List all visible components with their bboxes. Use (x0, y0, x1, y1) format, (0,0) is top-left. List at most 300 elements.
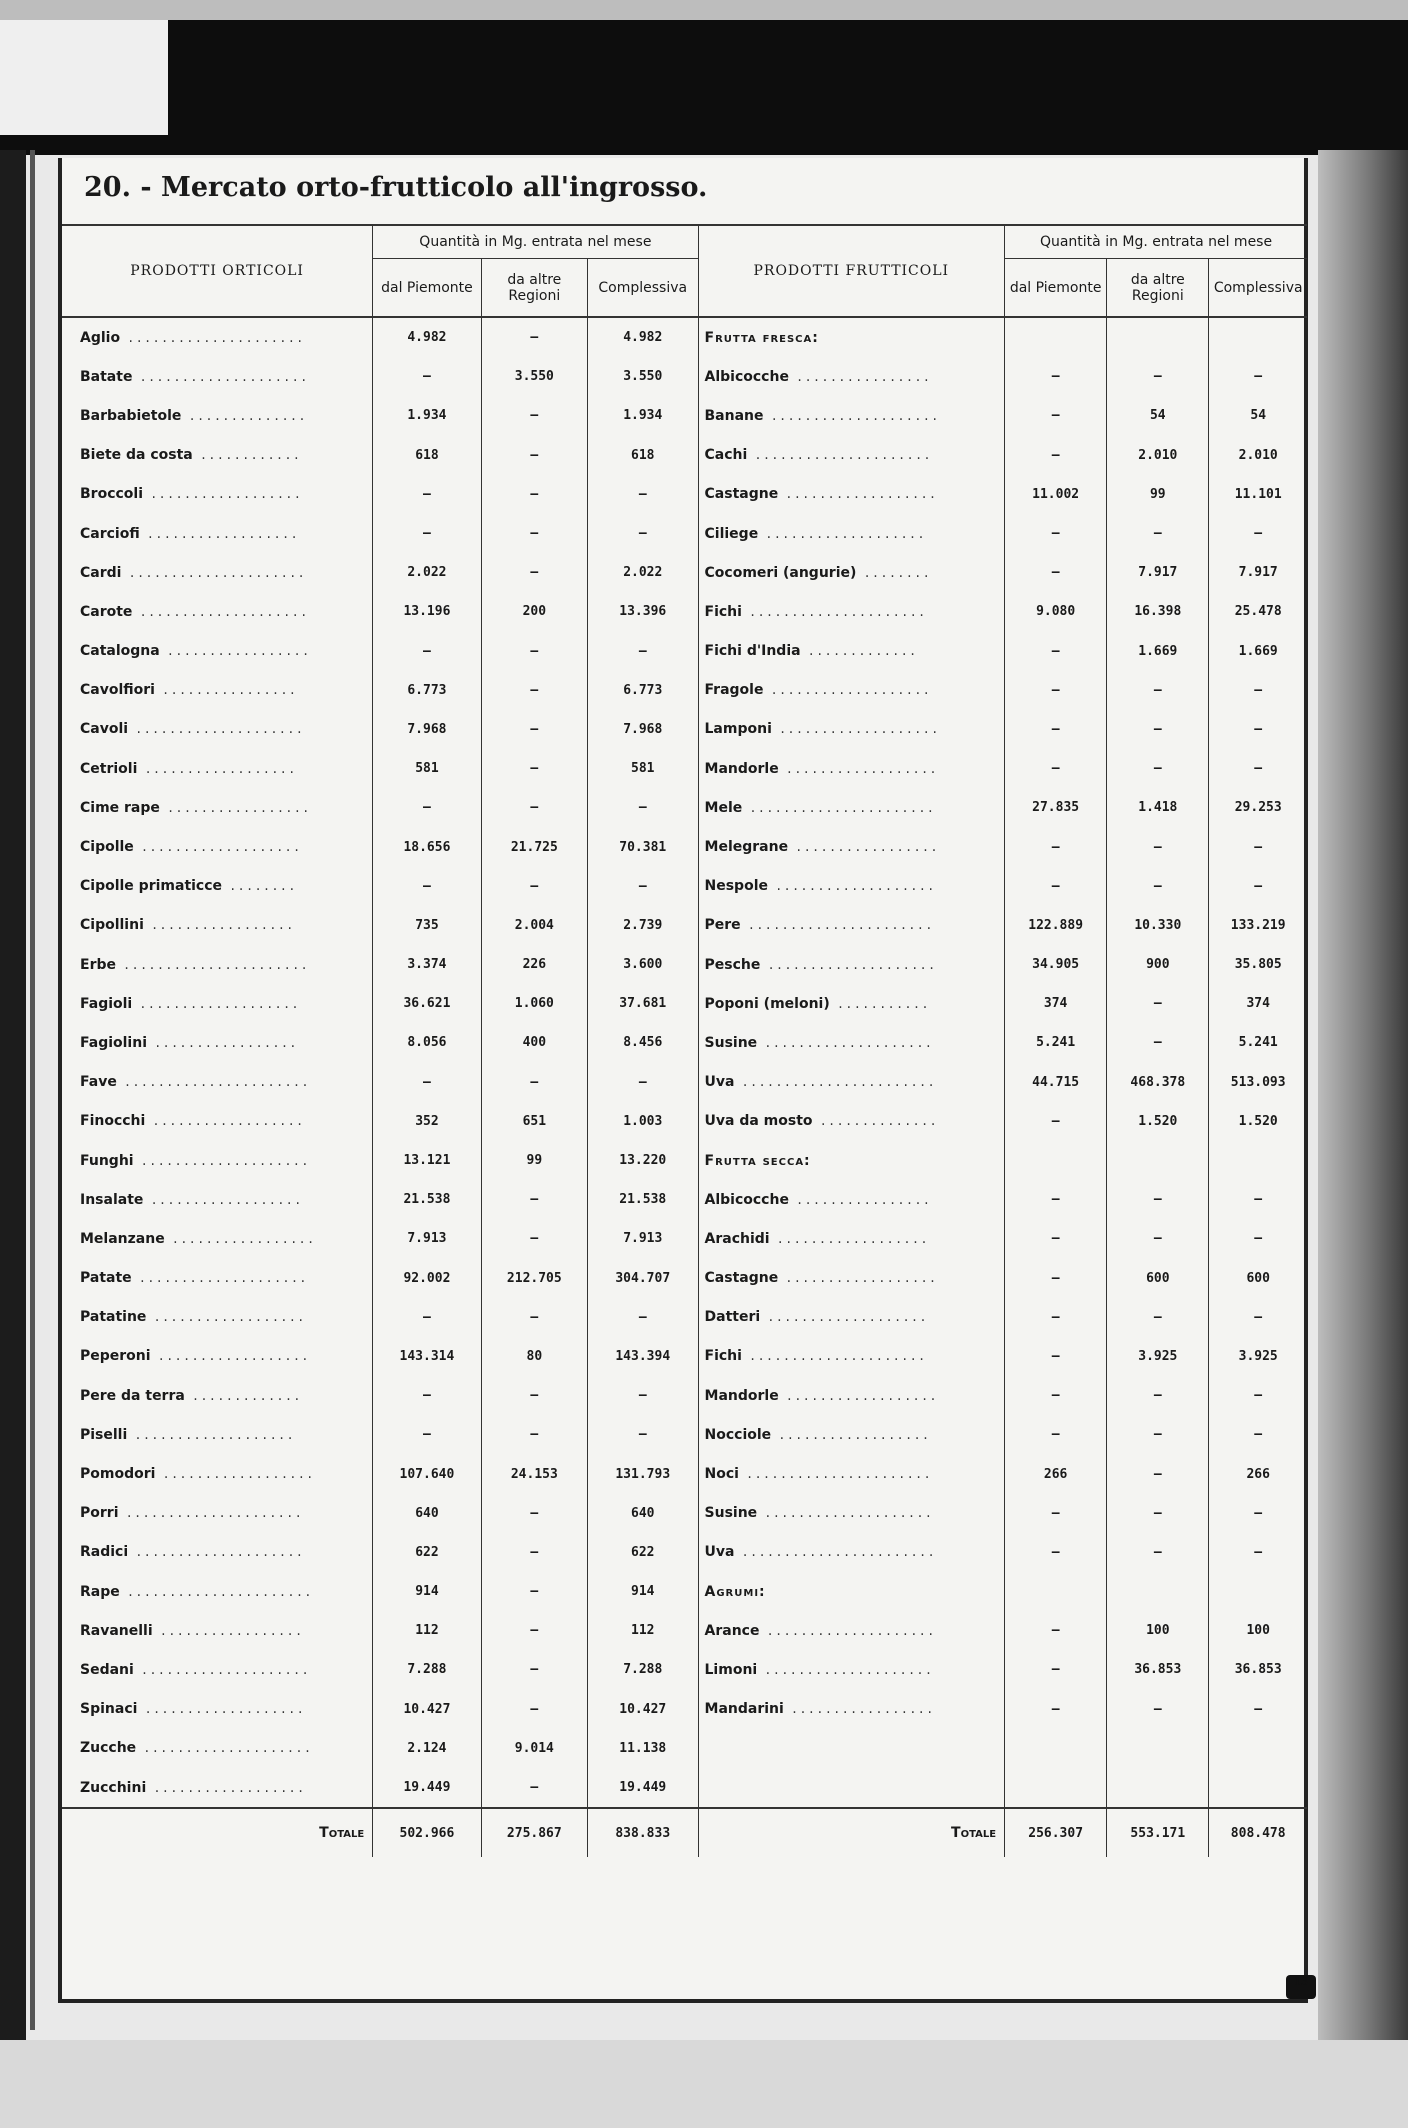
fruit-complessiva-text: 100 (1246, 1623, 1270, 1639)
fruit-piemonte (1005, 749, 1107, 788)
vegetable-name-text: Cavolfiori (80, 682, 155, 699)
fruit-altre (1107, 1298, 1209, 1337)
vegetable-complessiva (588, 514, 699, 553)
fruit-altre (1107, 632, 1209, 671)
leader-dots: ........ (222, 878, 299, 895)
vegetable-altre-text: — (530, 565, 539, 581)
vegetable-altre (481, 1063, 587, 1102)
leader-dots: .................. (778, 1387, 940, 1404)
fruit-altre (1107, 827, 1209, 866)
vegetable-piemonte (373, 1415, 481, 1454)
leader-dots: .................... (757, 1661, 935, 1678)
fruit-piemonte-text: 27.835 (1032, 800, 1080, 816)
fruit-altre (1107, 1494, 1209, 1533)
fruit-complessiva (1209, 553, 1307, 592)
leader-dots: ........... (829, 995, 932, 1012)
fruit-complessiva-text: 25.478 (1234, 604, 1282, 620)
fruit-piemonte-text: 266 (1043, 1466, 1068, 1482)
fruit-complessiva-text: — (1254, 1192, 1263, 1208)
leader-dots: ................ (154, 682, 299, 699)
vegetable-name (62, 1768, 373, 1808)
vegetable-altre (481, 436, 587, 475)
fruit-name-text: Castagne (704, 1270, 779, 1287)
fruit-altre-text: — (1153, 369, 1162, 385)
fruit-altre (1107, 357, 1209, 396)
vegetable-altre (481, 827, 587, 866)
fruit-piemonte-text: — (1051, 1309, 1060, 1325)
fruit-name-text: Uva (704, 1074, 735, 1091)
fruit-name (698, 1259, 1005, 1298)
fruit-complessiva (1209, 1259, 1307, 1298)
fruit-name (698, 1611, 1005, 1650)
vegetable-name-text: Rape (80, 1583, 120, 1600)
vegetable-altre-text: — (530, 486, 539, 502)
fruit-altre (1107, 1611, 1209, 1650)
fruit-complessiva (1209, 945, 1307, 984)
fruit-complessiva (1209, 1337, 1307, 1376)
vegetable-complessiva-text: 914 (631, 1584, 655, 1600)
vegetable-name (62, 1023, 373, 1062)
vegetable-piemonte-text: — (423, 1309, 431, 1325)
vegetable-name-text: Patate (80, 1270, 132, 1287)
fruit-complessiva-text: — (1254, 1701, 1263, 1717)
fruit-piemonte (1005, 396, 1107, 435)
vegetable-complessiva (588, 788, 699, 827)
fruit-name-text: Albicocche (704, 1191, 789, 1208)
fruit-complessiva-text: 3.925 (1238, 1348, 1278, 1364)
fruit-piemonte-text: — (1051, 1113, 1060, 1129)
fruit-complessiva (1209, 1454, 1307, 1493)
vegetable-complessiva (588, 1729, 699, 1768)
vegetable-complessiva (588, 1690, 699, 1729)
scan-bottom-band (0, 2040, 1408, 2128)
fruit-name (698, 945, 1005, 984)
vegetable-piemonte (373, 632, 481, 671)
table-row (62, 1023, 1307, 1062)
vegetable-complessiva (588, 475, 699, 514)
fruit-name (698, 867, 1005, 906)
vegetable-name-text: Patatine (80, 1309, 147, 1326)
fruit-piemonte (1005, 1494, 1107, 1533)
vegetable-altre-text: 99 (526, 1153, 543, 1169)
page-title: 20. - Mercato orto-frutticolo all'ingrosso. (84, 172, 708, 203)
vegetable-complessiva-text: 640 (631, 1505, 655, 1521)
fruit-altre-text: — (1153, 682, 1162, 698)
vegetable-name-text: Cavoli (80, 721, 129, 738)
fruit-name-text: Datteri (704, 1309, 761, 1326)
fruit-complessiva-text: 11.101 (1234, 486, 1282, 502)
vegetable-complessiva (588, 867, 699, 906)
scan-left-edge (0, 150, 26, 2040)
fruit-altre (1107, 984, 1209, 1023)
vegetable-name (62, 436, 373, 475)
fruit-altre (1107, 1337, 1209, 1376)
vegetable-altre-text: — (530, 330, 539, 346)
vegetable-altre (481, 1572, 587, 1611)
fruit-name-text: Limoni (704, 1661, 758, 1678)
vegetable-piemonte-text: 4.982 (407, 330, 447, 346)
vegetable-piemonte (373, 475, 481, 514)
fruit-altre-text: — (1153, 839, 1162, 855)
fruit-altre (1107, 1063, 1209, 1102)
leader-dots: ..................... (747, 447, 934, 464)
vegetable-piemonte-text: 13.121 (403, 1153, 451, 1169)
vegetable-name-text: Fagioli (80, 995, 133, 1012)
leader-dots: ............. (184, 1387, 304, 1404)
fruit-altre-text: — (1153, 996, 1162, 1012)
vegetable-complessiva-text: 112 (631, 1623, 655, 1639)
fruit-piemonte (1005, 1219, 1107, 1258)
fruit-complessiva-text: — (1254, 1231, 1263, 1247)
vegetable-altre-text: — (530, 1780, 539, 1796)
vegetable-name-text: Biete da costa (80, 447, 193, 464)
fruit-altre-text: — (1153, 1309, 1162, 1325)
vegetable-complessiva (588, 1611, 699, 1650)
vegetable-complessiva (588, 1768, 699, 1808)
table-row (62, 1415, 1307, 1454)
fruit-name-text: Arachidi (704, 1230, 770, 1247)
fruit-name (698, 357, 1005, 396)
vegetable-piemonte-text: 1.934 (407, 408, 447, 424)
vegetable-complessiva-text: 13.220 (619, 1153, 667, 1169)
vegetable-altre-text: — (530, 721, 539, 737)
vegetable-name (62, 357, 373, 396)
vegetable-piemonte-text: — (423, 1388, 431, 1404)
fruit-name (698, 632, 1005, 671)
fruit-complessiva-text: 374 (1246, 996, 1270, 1012)
vegetable-complessiva-text: 10.427 (619, 1701, 667, 1717)
fruit-complessiva (1209, 592, 1307, 631)
table-row (62, 1454, 1307, 1493)
vegetable-piemonte (373, 1376, 481, 1415)
fruit-complessiva-text: 513.093 (1230, 1074, 1286, 1090)
market-table (62, 224, 1307, 1857)
vegetable-piemonte-text: — (423, 800, 431, 816)
header-altre-right: da altre Regioni (1107, 259, 1209, 318)
fruit-piemonte (1005, 1729, 1107, 1768)
fruit-piemonte (1005, 1259, 1107, 1298)
vegetable-complessiva-text: 11.138 (619, 1740, 667, 1756)
vegetable-altre-text: — (530, 1544, 539, 1560)
vegetable-name-text: Erbe (80, 956, 116, 973)
vegetable-piemonte-text: 735 (415, 917, 439, 933)
vegetable-altre (481, 788, 587, 827)
fruit-piemonte (1005, 867, 1107, 906)
vegetable-altre (481, 1690, 587, 1729)
vegetable-altre (481, 475, 587, 514)
vegetable-piemonte (373, 749, 481, 788)
vegetable-piemonte-text: 622 (415, 1544, 439, 1560)
vegetable-complessiva (588, 749, 699, 788)
leader-dots: ....................... (734, 1544, 938, 1561)
vegetable-complessiva-text: 2.739 (623, 917, 663, 933)
fruit-piemonte (1005, 1337, 1107, 1376)
fruit-name (698, 671, 1005, 710)
scan-black-border (0, 20, 1408, 155)
vegetable-piemonte (373, 1023, 481, 1062)
vegetable-name (62, 906, 373, 945)
fruit-piemonte-text: 44.715 (1032, 1074, 1080, 1090)
vegetable-altre (481, 1337, 587, 1376)
vegetable-piemonte (373, 436, 481, 475)
vegetable-complessiva (588, 1219, 699, 1258)
vegetable-altre-text: 200 (522, 604, 547, 620)
vegetable-piemonte-text: 92.002 (403, 1270, 451, 1286)
fruit-piemonte (1005, 1063, 1107, 1102)
fruit-altre (1107, 475, 1209, 514)
vegetable-piemonte-text: 107.640 (399, 1466, 455, 1482)
vegetable-complessiva-text: 618 (631, 447, 655, 463)
fruit-piemonte-text: 34.905 (1032, 957, 1080, 973)
fruit-category (698, 1572, 1005, 1611)
vegetable-altre (481, 1415, 587, 1454)
fruit-piemonte (1005, 788, 1107, 827)
vegetable-piemonte (373, 1768, 481, 1808)
leader-dots: ..................... (121, 564, 308, 581)
vegetable-altre (481, 1611, 587, 1650)
vegetable-complessiva (588, 1023, 699, 1062)
fruit-name-text: Mandorle (704, 760, 779, 777)
total-label-right: Totale (698, 1808, 1005, 1857)
vegetable-piemonte (373, 710, 481, 749)
vegetable-piemonte (373, 788, 481, 827)
leader-dots: .................. (145, 1113, 306, 1130)
leader-dots: .................. (150, 1348, 312, 1365)
vegetable-complessiva-text: 19.449 (619, 1780, 667, 1796)
vegetable-complessiva-text: — (638, 486, 647, 502)
vegetable-name-text: Cetrioli (80, 760, 138, 777)
fruit-name-text: Albicocche (704, 368, 789, 385)
fruit-altre (1107, 592, 1209, 631)
fruit-piemonte-text: — (1051, 1662, 1060, 1678)
leader-dots: ................... (760, 1309, 930, 1326)
leader-dots: ...................... (115, 956, 311, 973)
vegetable-name-text: Broccoli (80, 486, 144, 503)
vegetable-piemonte (373, 514, 481, 553)
table-row (62, 1259, 1307, 1298)
vegetable-name-text: Cardi (80, 564, 122, 581)
fruit-complessiva (1209, 1650, 1307, 1689)
fruit-piemonte-text: — (1051, 526, 1060, 542)
leader-dots: .................... (759, 1622, 937, 1639)
table-row (62, 1729, 1307, 1768)
leader-dots: .................. (778, 760, 940, 777)
vegetable-complessiva-text: 131.793 (615, 1466, 671, 1482)
fruit-name (698, 1023, 1005, 1062)
table-row (62, 788, 1307, 827)
fruit-piemonte-text: — (1051, 839, 1060, 855)
fruit-altre-text: 10.330 (1134, 917, 1182, 933)
vegetable-piemonte-text: 6.773 (407, 682, 447, 698)
fruit-altre (1107, 945, 1209, 984)
vegetable-name-text: Cime rape (80, 799, 160, 816)
fruit-name-text: Fichi (704, 603, 742, 620)
vegetable-name (62, 1415, 373, 1454)
leader-dots: ................. (788, 839, 941, 856)
leader-dots: .................. (146, 1779, 307, 1796)
fruit-name (698, 475, 1005, 514)
vegetable-complessiva (588, 1376, 699, 1415)
vegetable-piemonte (373, 1533, 481, 1572)
header-complessiva-right: Complessiva (1209, 259, 1307, 318)
fruit-name (698, 827, 1005, 866)
fruit-piemonte-text: — (1051, 408, 1060, 424)
vegetable-altre (481, 1454, 587, 1493)
vegetable-complessiva-text: 2.022 (623, 565, 663, 581)
fruit-piemonte (1005, 1376, 1107, 1415)
vegetable-name-text: Insalate (80, 1191, 144, 1208)
vegetable-complessiva-text: — (638, 526, 647, 542)
leader-dots: .................... (757, 1505, 935, 1522)
fruit-altre (1107, 396, 1209, 435)
leader-dots: .................... (136, 1740, 314, 1757)
fruit-name-text: Susine (704, 1505, 758, 1522)
vegetable-complessiva (588, 1572, 699, 1611)
fruit-complessiva (1209, 1141, 1307, 1180)
fruit-complessiva (1209, 1219, 1307, 1258)
fruit-altre (1107, 1376, 1209, 1415)
fruit-name-text: Fichi d'India (704, 643, 801, 660)
vegetable-complessiva (588, 945, 699, 984)
vegetable-piemonte (373, 1259, 481, 1298)
vegetable-altre-text: — (530, 1584, 539, 1600)
vegetable-piemonte (373, 396, 481, 435)
total-left-altre: 275.867 (481, 1808, 587, 1857)
vegetable-altre (481, 671, 587, 710)
vegetable-piemonte (373, 867, 481, 906)
fruit-piemonte (1005, 1768, 1107, 1808)
fruit-complessiva (1209, 788, 1307, 827)
vegetable-name (62, 984, 373, 1023)
vegetable-altre-text: — (530, 682, 539, 698)
fruit-complessiva (1209, 436, 1307, 475)
fruit-complessiva (1209, 1611, 1307, 1650)
fruit-name-text: Poponi (meloni) (704, 995, 830, 1012)
fruit-altre-text: 16.398 (1134, 604, 1182, 620)
fruit-altre (1107, 436, 1209, 475)
fruit-altre-text: — (1153, 1035, 1162, 1051)
vegetable-complessiva-text: 37.681 (619, 996, 667, 1012)
fruit-piemonte (1005, 1023, 1107, 1062)
vegetable-altre-text: 212.705 (506, 1270, 562, 1286)
total-left-complessiva: 838.833 (588, 1808, 699, 1857)
fruit-altre (1107, 1690, 1209, 1729)
fruit-name-text: Melegrane (704, 839, 789, 856)
fruit-name-text: Mandorle (704, 1387, 779, 1404)
leader-dots: ...................... (119, 1583, 315, 1600)
fruit-complessiva-text: — (1254, 369, 1263, 385)
vegetable-complessiva (588, 592, 699, 631)
vegetable-name (62, 1454, 373, 1493)
fruit-complessiva (1209, 671, 1307, 710)
table-row (62, 592, 1307, 631)
vegetable-piemonte-text: 19.449 (403, 1780, 451, 1796)
leader-dots: ................... (132, 995, 302, 1012)
vegetable-complessiva-text: 622 (631, 1544, 655, 1560)
vegetable-altre-text: 3.550 (514, 369, 554, 385)
vegetable-complessiva-text: 7.288 (623, 1662, 663, 1678)
vegetable-name (62, 1180, 373, 1219)
fruit-piemonte-text: — (1051, 369, 1060, 385)
vegetable-name (62, 592, 373, 631)
fruit-piemonte-text: — (1051, 721, 1060, 737)
vegetable-piemonte (373, 1690, 481, 1729)
fruit-altre (1107, 514, 1209, 553)
fruit-name-text: Castagne (704, 486, 779, 503)
vegetable-piemonte-text: 36.621 (403, 996, 451, 1012)
fruit-altre-text: — (1153, 878, 1162, 894)
fruit-altre-text: — (1153, 1544, 1162, 1560)
fruit-piemonte-text: — (1051, 565, 1060, 581)
fruit-name-text: Pesche (704, 956, 761, 973)
vegetable-piemonte (373, 1298, 481, 1337)
vegetable-altre-text: — (530, 1623, 539, 1639)
leader-dots: .................. (769, 1230, 931, 1247)
vegetable-complessiva-text: 1.003 (623, 1113, 663, 1129)
fruit-name (698, 788, 1005, 827)
vegetable-complessiva-text: 4.982 (623, 330, 663, 346)
vegetable-altre (481, 1141, 587, 1180)
vegetable-name (62, 1219, 373, 1258)
vegetable-altre (481, 867, 587, 906)
fruit-altre-text: — (1153, 721, 1162, 737)
vegetable-piemonte (373, 1650, 481, 1689)
vegetable-name (62, 867, 373, 906)
fruit-piemonte-text: 9.080 (1036, 604, 1076, 620)
vegetable-complessiva (588, 984, 699, 1023)
vegetable-altre (481, 592, 587, 631)
leader-dots: .................... (128, 721, 306, 738)
fruit-altre (1107, 1650, 1209, 1689)
fruit-piemonte-text: — (1051, 447, 1060, 463)
table-row (62, 1180, 1307, 1219)
vegetable-piemonte (373, 317, 481, 357)
fruit-altre (1107, 710, 1209, 749)
fruit-altre (1107, 1023, 1209, 1062)
fruit-name-text: Uva da mosto (704, 1113, 813, 1130)
fruit-name (698, 710, 1005, 749)
vegetable-complessiva (588, 906, 699, 945)
vegetable-altre (481, 1298, 587, 1337)
fruit-altre-text: 1.520 (1138, 1113, 1178, 1129)
fruit-altre (1107, 1102, 1209, 1141)
vegetable-complessiva (588, 1102, 699, 1141)
vegetable-complessiva (588, 1494, 699, 1533)
fruit-complessiva (1209, 1533, 1307, 1572)
vegetable-altre-text: 651 (522, 1113, 547, 1129)
vegetable-altre (481, 710, 587, 749)
fruit-complessiva-text: — (1254, 1544, 1263, 1560)
total-left-piemonte: 502.966 (373, 1808, 481, 1857)
vegetable-piemonte-text: 8.056 (407, 1035, 447, 1051)
leader-dots: .................... (760, 956, 938, 973)
vegetable-name-text: Radici (80, 1544, 129, 1561)
table-row (62, 1533, 1307, 1572)
vegetable-name-text: Pomodori (80, 1466, 156, 1483)
vegetable-name (62, 1376, 373, 1415)
fruit-name-text: Mandarini (704, 1701, 784, 1718)
vegetable-name (62, 1650, 373, 1689)
total-label-left: Totale (62, 1808, 373, 1857)
table-row (62, 1611, 1307, 1650)
table-row (62, 1494, 1307, 1533)
table-row (62, 1102, 1307, 1141)
fruit-piemonte (1005, 317, 1107, 357)
fruit-altre (1107, 906, 1209, 945)
vegetable-altre-text: — (530, 1505, 539, 1521)
vegetable-piemonte-text: 18.656 (403, 839, 451, 855)
fruit-piemonte-text: 374 (1043, 996, 1068, 1012)
